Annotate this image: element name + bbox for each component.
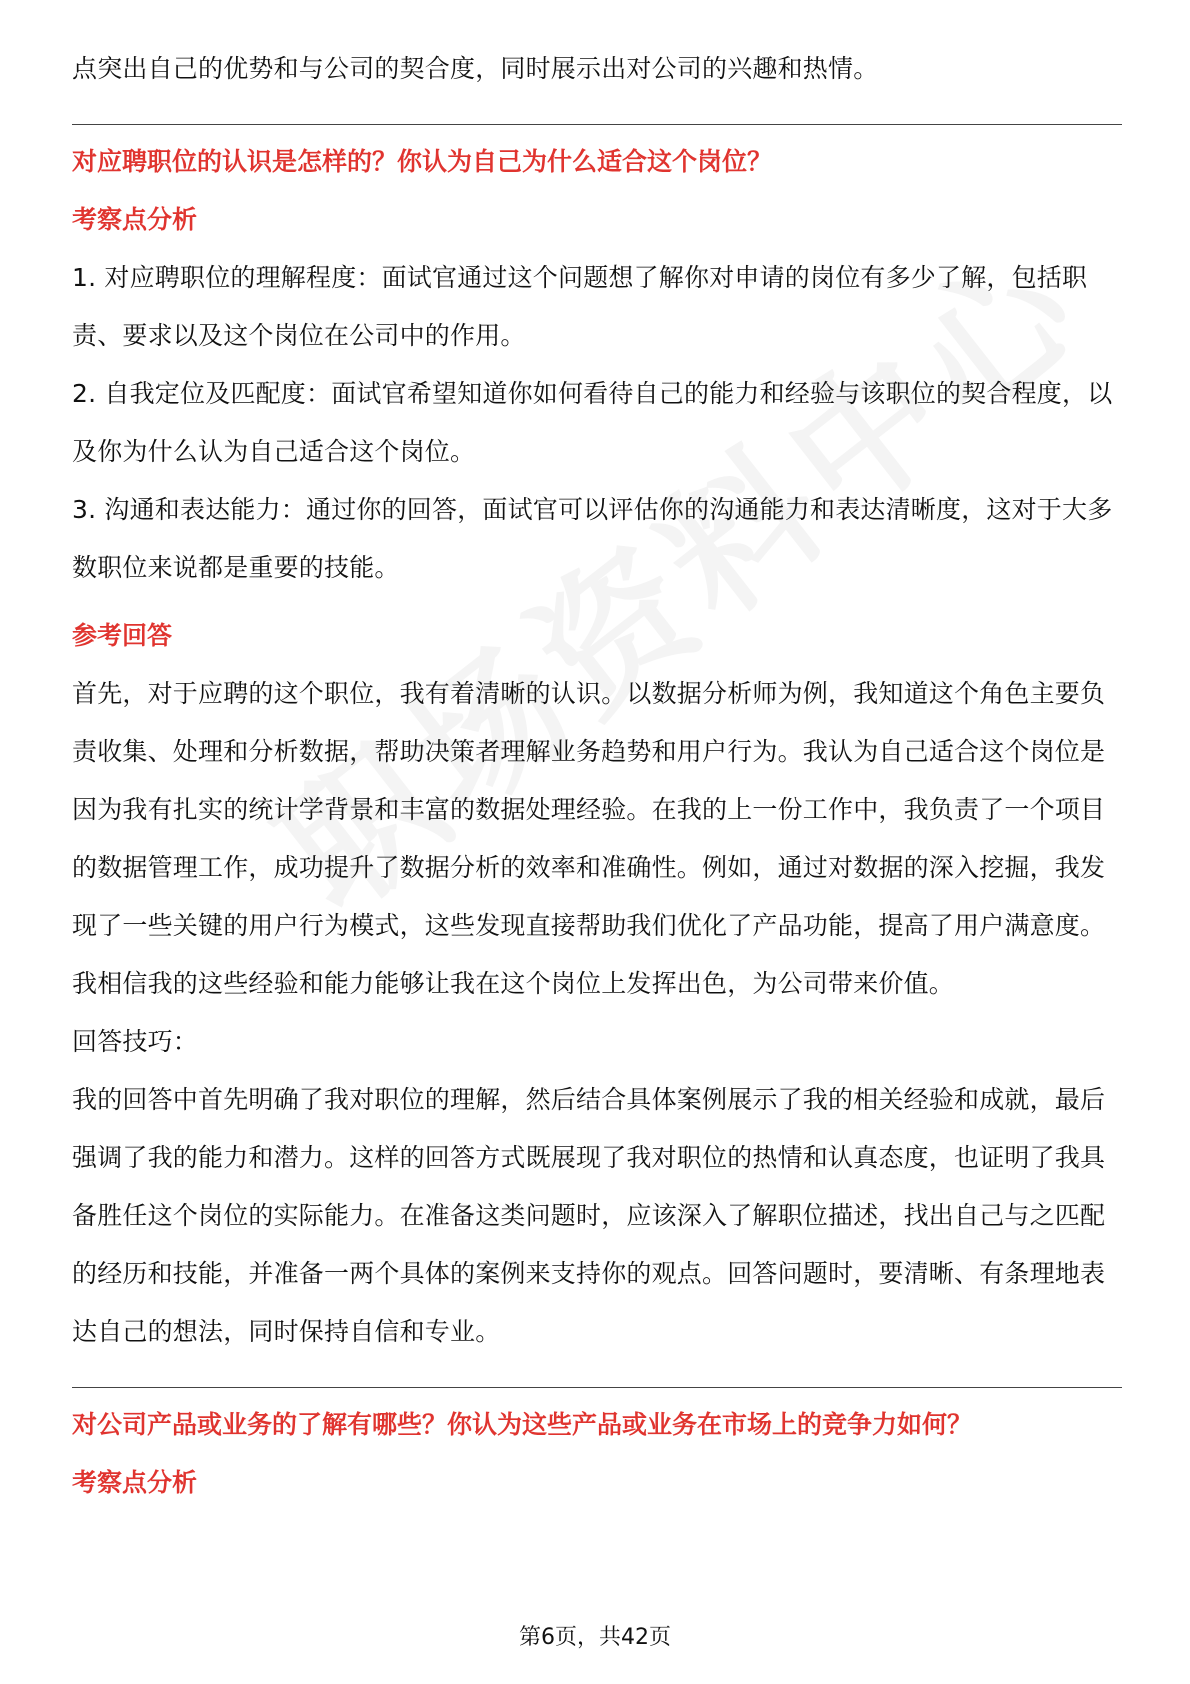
- tips-title: 回答技巧：: [72, 1027, 199, 1056]
- analysis-item-3: 3. 沟通和表达能力：通过你的回答，面试官可以评估你的沟通能力和表达清晰度，这对于大多数职位来说都是重要的技能。: [72, 495, 1113, 582]
- tips-paragraph: 我的回答中首先明确了我对职位的理解，然后结合具体案例展示了我的相关经验和成就，最后强调了我的能力和潜力。这样的回答方式既展现了我对职位的热情和认真态度，也证明了我具备胜任这个岗位的实际能力。在准备这类问题时，应该深入了解职位描述，找出自己与之匹配的经历和技能，并准备一两个具体的案例来支持你的观点。回答问题时，要清晰、有条理地表达自己的想法，同时保持自信和专业。: [72, 1085, 1106, 1346]
- intro-tail-paragraph: 点突出自己的优势和与公司的契合度，同时展示出对公司的兴趣和热情。: [72, 54, 879, 83]
- page-content: [72, 40, 1122, 1512]
- answer-title: 参考回答: [72, 621, 173, 650]
- analysis-item-2: 2. 自我定位及匹配度：面试官希望知道你如何看待自己的能力和经验与该职位的契合程度，以及你为什么认为自己适合这个岗位。: [72, 379, 1113, 466]
- analysis-item-1: 1. 对应聘职位的理解程度：面试官通过这个问题想了解你对申请的岗位有多少了解，包括职责、要求以及这个岗位在公司中的作用。: [72, 263, 1088, 350]
- section-divider: [72, 1387, 1122, 1388]
- analysis-title-2: 考察点分析: [72, 1468, 198, 1497]
- section-divider: [72, 124, 1122, 125]
- page-number-footer: 第6页，共42页: [519, 1625, 671, 1650]
- analysis-title-1: 考察点分析: [72, 205, 198, 234]
- answer-paragraph: 首先，对于应聘的这个职位，我有着清晰的认识。以数据分析师为例，我知道这个角色主要负责收集、处理和分析数据，帮助决策者理解业务趋势和用户行为。我认为自己适合这个岗位是因为我有扎实的统计学背景和丰富的数据处理经验。在我的上一份工作中，我负责了一个项目的数据管理工作，成功提升了数据分析的效率和准确性。例如，通过对数据的深入挖掘，我发现了一些关键的用户行为模式，这些发现直接帮助我们优化了产品功能，提高了用户满意度。我相信我的这些经验和能力能够让我在这个岗位上发挥出色，为公司带来价值。: [72, 679, 1106, 998]
- question-2: 对公司产品或业务的了解有哪些？你认为这些产品或业务在市场上的竞争力如何？: [72, 1410, 973, 1439]
- question-1: 对应聘职位的认识是怎样的？你认为自己为什么适合这个岗位？: [72, 147, 773, 176]
